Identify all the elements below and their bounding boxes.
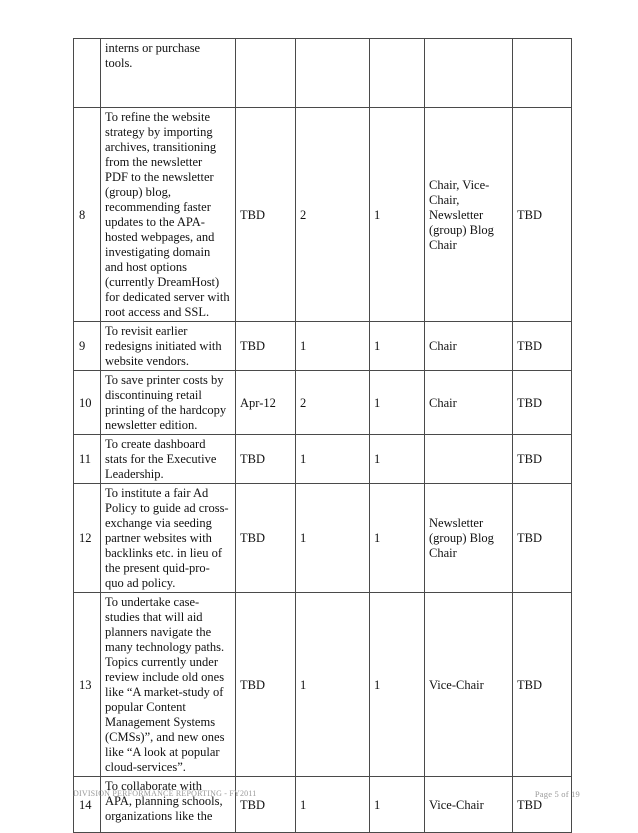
count-cell-2: 1 <box>370 593 425 777</box>
count-cell-1: 1 <box>296 593 370 777</box>
date-cell <box>236 39 296 108</box>
count-cell-1: 2 <box>296 108 370 322</box>
row-number: 10 <box>74 371 101 435</box>
owner-cell: Chair, Vice- Chair, Newsletter (group) Blog Chair <box>425 108 513 322</box>
table-row <box>74 371 572 435</box>
count-cell-1: 1 <box>296 322 370 371</box>
date-cell: TBD <box>236 484 296 593</box>
status-cell <box>513 39 572 108</box>
count-cell-2: 1 <box>370 322 425 371</box>
goal-cell: To institute a fair Ad Policy to guide ad cross- exchange via seeding partner websites with backlinks etc. in lieu of the present quid-pro- quo ad policy. <box>101 484 236 593</box>
count-cell-1: 1 <box>296 435 370 484</box>
page-number: Page 5 of 19 <box>534 789 580 799</box>
status-cell: TBD <box>513 371 572 435</box>
goal-cell: To collaborate with APA, planning schools, organizations like the <box>101 777 236 833</box>
owner-cell: Newsletter (group) Blog Chair <box>425 484 513 593</box>
owner-cell <box>425 39 513 108</box>
table-row <box>74 39 572 108</box>
goal-cell: To save printer costs by discontinuing retail printing of the hardcopy newsletter edition. <box>101 371 236 435</box>
owner-cell: Vice-Chair <box>425 777 513 833</box>
owner-cell: Chair <box>425 322 513 371</box>
footer-title: DIVISION PERFORMANCE REPORTING - FY2011 <box>73 789 257 798</box>
count-cell-1: 1 <box>296 484 370 593</box>
row-number: 9 <box>74 322 101 371</box>
row-number: 13 <box>74 593 101 777</box>
date-cell: TBD <box>236 108 296 322</box>
table-row <box>74 777 572 833</box>
table-row <box>74 435 572 484</box>
status-cell: TBD <box>513 777 572 833</box>
count-cell-2: 1 <box>370 777 425 833</box>
goal-cell: To revisit earlier redesigns initiated with website vendors. <box>101 322 236 371</box>
count-cell-2: 1 <box>370 484 425 593</box>
count-cell-2: 1 <box>370 371 425 435</box>
status-cell: TBD <box>513 322 572 371</box>
owner-cell: Vice-Chair <box>425 593 513 777</box>
goal-cell: To refine the website strategy by importing archives, transitioning from the newsletter PDF to the newsletter (group) blog, recommending faster updates to the APA- hosted webpages, and investigating domain and host options (currently DreamHost) for dedicated server with root access and SSL. <box>101 108 236 322</box>
table-row <box>74 108 572 322</box>
table-row <box>74 484 572 593</box>
date-cell: TBD <box>236 593 296 777</box>
count-cell-1: 1 <box>296 777 370 833</box>
table-row <box>74 322 572 371</box>
table-row <box>74 593 572 777</box>
row-number: 11 <box>74 435 101 484</box>
count-cell-1: 2 <box>296 371 370 435</box>
date-cell: TBD <box>236 322 296 371</box>
goal-cell: To undertake case- studies that will aid planners navigate the many technology paths. Topics currently under review include old ones like “A market-study of popular Content Management Systems (CMSs)”, and new ones like “A look at popular cloud-services”. <box>101 593 236 777</box>
row-number: 8 <box>74 108 101 322</box>
row-number: 12 <box>74 484 101 593</box>
status-cell: TBD <box>513 484 572 593</box>
count-cell-2 <box>370 39 425 108</box>
row-number: 14 <box>74 777 101 833</box>
date-cell: TBD <box>236 777 296 833</box>
goal-cell: interns or purchase tools. <box>101 39 236 108</box>
status-cell: TBD <box>513 435 572 484</box>
count-cell-2: 1 <box>370 108 425 322</box>
performance-table <box>73 38 572 833</box>
owner-cell: Chair <box>425 371 513 435</box>
row-number <box>74 39 101 108</box>
date-cell: Apr-12 <box>236 371 296 435</box>
count-cell-2: 1 <box>370 435 425 484</box>
owner-cell <box>425 435 513 484</box>
count-cell-1 <box>296 39 370 108</box>
status-cell: TBD <box>513 593 572 777</box>
status-cell: TBD <box>513 108 572 322</box>
goal-cell: To create dashboard stats for the Executive Leadership. <box>101 435 236 484</box>
date-cell: TBD <box>236 435 296 484</box>
